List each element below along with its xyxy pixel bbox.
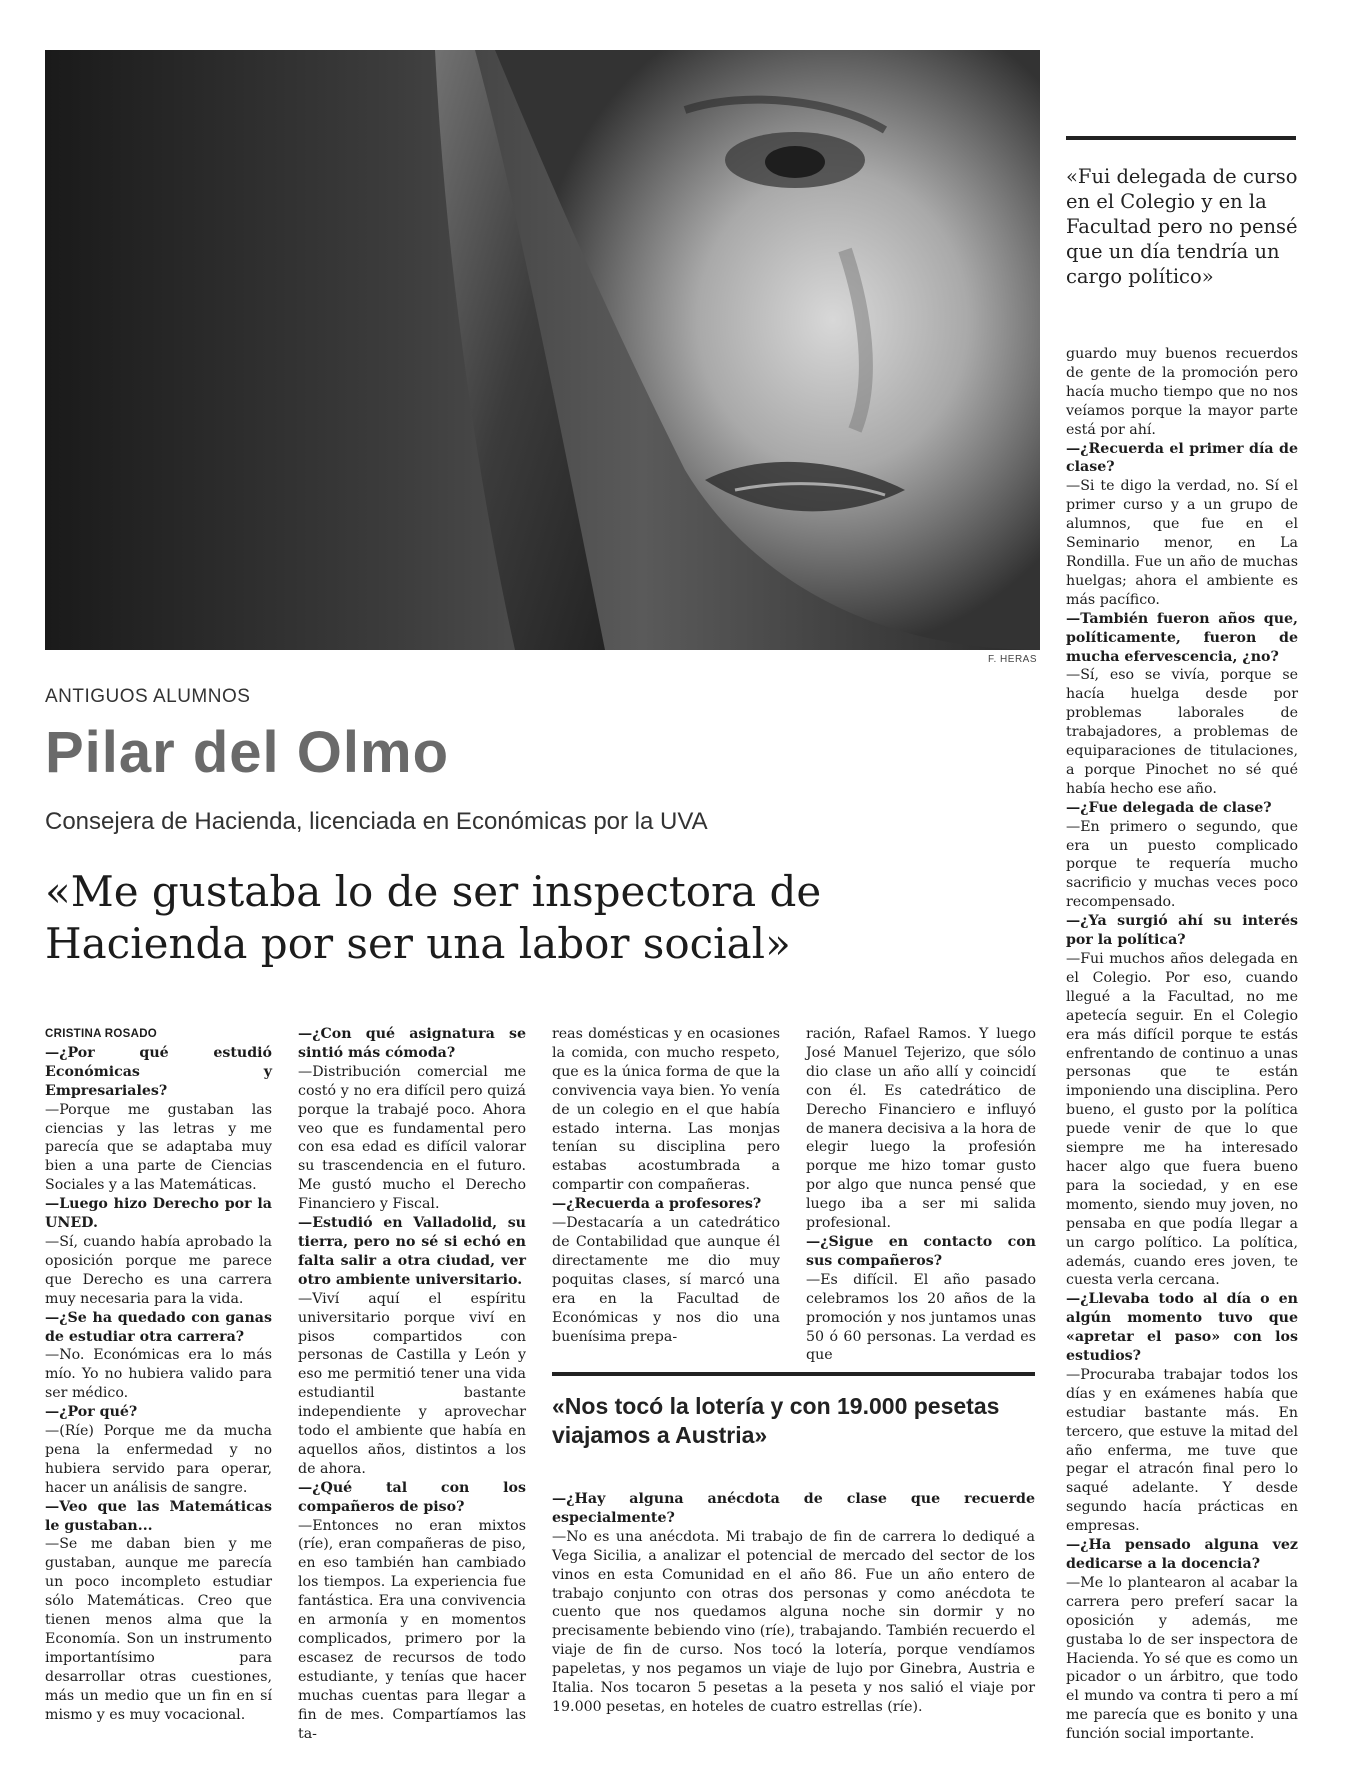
article-column-1 bbox=[45, 1025, 272, 1725]
article-column-4 bbox=[806, 1025, 1036, 1365]
interview-question: —¿Fue delegada de clase? bbox=[1066, 799, 1272, 816]
interview-answer: —En primero o segundo, que era un puesto complicado porque te requería mucho sacrificio y muchas veces poco recompensado. bbox=[1066, 818, 1298, 911]
interview-question: —¿Llevaba todo al día o en algún momento tuvo que «apretar el paso» con los estudios? bbox=[1066, 1291, 1298, 1365]
interview-question: —¿Por qué? bbox=[45, 1404, 138, 1421]
interview-question: —¿Con qué asignatura se sintió más cómoda? bbox=[298, 1026, 526, 1061]
interview-answer: —Es difícil. El año pasado celebramos los 20 años de la promoción y nos juntamos unas 50 ó 60 personas. La verdad es que bbox=[806, 1271, 1036, 1364]
interview-question: —¿Ya surgió ahí su interés por la política? bbox=[1066, 913, 1298, 949]
interview-question: —¿Qué tal con los compañeros de piso? bbox=[298, 1479, 526, 1515]
interview-question: —Estudió en Valladolid, su tierra, pero no sé si echó en falta salir a otra ciudad, ver otro ambiente universitario. bbox=[298, 1215, 526, 1288]
byline: CRISTINA ROSADO bbox=[45, 1028, 158, 1040]
interview-question: —Luego hizo Derecho por la UNED. bbox=[45, 1196, 272, 1232]
box-title: «Nos tocó la lotería y con 19.000 pesetas viajamos a Austria» bbox=[552, 1393, 1000, 1448]
interview-question: —Veo que las Matemáticas le gustaban... bbox=[45, 1498, 272, 1534]
interview-answer: —Se me daban bien y me gustaban, aunque me parecía un poco incompleto estudiar sólo Matemáticas. Creo que tienen menos alma que la Economía. Son un instrumento importantísimo para desarrollar otras cuestiones, más un medio que un fin en sí mismo y es muy vocacional. bbox=[45, 1536, 272, 1723]
column-body bbox=[552, 1025, 780, 1346]
interview-answer: —Distribución comercial me costó y no era difícil pero quizá porque la trabajé poco. Ahora veo que es fundamental pero con esa edad es difícil valorar su trascendencia en el futuro. Me gustó mucho el Derecho Financiero y Fiscal. bbox=[298, 1063, 526, 1213]
column-body bbox=[298, 1025, 526, 1743]
column-body bbox=[806, 1025, 1036, 1365]
person-name: Pilar del Olmo bbox=[45, 720, 449, 785]
interview-answer: —No es una anécdota. Mi trabajo de fin de carrera lo dediqué a Vega Sicilia, a analizar el potencial de mercado del sector de los vinos en esta Comunidad en el año 86. Fue un año entero de trabajo conjunto con otras dos personas y como anécdota te cuento que nos quedamos alguna noche sin dormir y no precisamente bebiendo vino (ríe), trabajando. También recuerdo el viaje de fin de curso. Nos tocó la lotería, porque vendíamos papeletas, y nos pegamos un viaje de lujo por Ginebra, Austria e Italia. Nos tocaron 5 pesetas a la peseta y nos salió el viaje por 19.000 pesetas, en hoteles de cuatro estrellas (ríe). bbox=[552, 1528, 1035, 1715]
box-body bbox=[552, 1490, 1035, 1717]
interview-question: —¿Ha pensado alguna vez dedicarse a la docencia? bbox=[1066, 1537, 1298, 1572]
interview-question: —¿Hay alguna anécdota de clase que recuerde especialmente? bbox=[552, 1491, 1035, 1526]
headline: «Me gustaba lo de ser inspectora de Hacienda por ser una labor social» bbox=[45, 867, 822, 968]
interview-question: —¿Recuerda a profesores? bbox=[552, 1196, 762, 1213]
article-column-3 bbox=[552, 1025, 780, 1346]
interview-question: —¿Se ha quedado con ganas de estudiar otra carrera? bbox=[45, 1309, 272, 1345]
column-body bbox=[552, 1490, 1035, 1717]
interview-answer: —Si te digo la verdad, no. Sí el primer curso y a un grupo de alumnos, que fue en el Seminario menor, en La Rondilla. Fue un año de muchas huelgas; ahora el ambiente es más pacífico. bbox=[1066, 478, 1298, 608]
interview-answer: reas domésticas y en ocasiones la comida, con mucho respeto, que es la única forma de que la convivencia vaya bien. Yo venía de un colegio en el que había estado interna. Las monjas tenían su disciplina pero estabas acostumbrada a compartir con compañeras. bbox=[552, 1026, 780, 1194]
interview-answer: —(Ríe) Porque me da mucha pena la enfermedad y no hubiera servido para operar, hacer un análisis de sangre. bbox=[45, 1423, 272, 1496]
interview-answer: —Sí, eso se vivía, porque se hacía huelga desde por problemas laborales de trabajadores, a problemas de equiparaciones de titulaciones, a porque Pinochet no sé qué había hecho ese año. bbox=[1066, 667, 1298, 797]
interview-answer: —Destacaría a un catedrático de Contabilidad que aunque él directamente me dio muy poquitas clases, sí marcó una era en la Facultad de Económicas y nos dio una buenísima prepa- bbox=[552, 1215, 780, 1345]
interview-answer: ración, Rafael Ramos. Y luego José Manuel Tejerizo, que sólo dio clase un año allí y coincidí con él. Es catedrático de Derecho Financiero e influyó de manera decisiva a la hora de elegir luego la profesión porque me hizo tomar gusto por algo que nunca pensé que luego iba a ser mi salida profesional. bbox=[806, 1026, 1036, 1232]
column-body bbox=[45, 1044, 272, 1725]
pull-quote: «Fui delegada de curso en el Colegio y en la Facultad pero no pensé que un día tendría un cargo político» bbox=[1066, 165, 1298, 288]
column-body bbox=[1066, 345, 1298, 1744]
interview-answer: —Entonces no eran mixtos (ríe), eran compañeras de piso, en eso también han cambiado los tiempos. La experiencia fue fantástica. Era una convivencia en armonía y en momentos complicados, primero por la escasez de recursos de todo estudiante, y tenías que hacer muchas cuentas para llegar a fin de mes. Compartíamos las ta- bbox=[298, 1517, 526, 1742]
interview-question: —¿Sigue en contacto con sus compañeros? bbox=[806, 1233, 1036, 1269]
interview-question: —¿Recuerda el primer día de clase? bbox=[1066, 440, 1298, 476]
portrait-photo bbox=[45, 50, 1040, 650]
portrait-illustration bbox=[45, 50, 1040, 650]
interview-answer: —Procuraba trabajar todos los días y en exámenes había que estudiar bastante más. En tercero, que estuve la mitad del año enferma, me tuve que pegar el atracón final pero lo saqué adelante. Y desde segundo hacía prácticas en empresas. bbox=[1066, 1366, 1298, 1535]
pull-quote-rule bbox=[1066, 136, 1296, 140]
interview-answer: guardo muy buenos recuerdos de gente de la promoción pero hacía mucho tiempo que no nos veíamos porque la mayor parte está por ahí. bbox=[1066, 346, 1298, 438]
interview-answer: —Sí, cuando había aprobado la oposición porque me parece que Derecho es una carrera muy necesaria para la vida. bbox=[45, 1233, 272, 1307]
interview-question: —También fueron años que, políticamente, fueron de mucha efervescencia, ¿no? bbox=[1066, 610, 1298, 665]
article-column-2 bbox=[298, 1025, 526, 1743]
interview-answer: —Viví aquí el espíritu universitario porque viví en pisos compartidos con personas de Castilla y León y eso me permitió tener una vida estudiantil bastante independiente y aprovechar todo el ambiente que había en aquellos años, distintos a los de ahora. bbox=[298, 1290, 526, 1477]
section-label: ANTIGUOS ALUMNOS bbox=[45, 686, 251, 707]
interview-answer: —Porque me gustaban las ciencias y las letras y me parecía que se adaptaba muy bien a una parte de Ciencias Sociales y a las Matemáticas. bbox=[45, 1101, 272, 1194]
box-rule bbox=[552, 1372, 1035, 1376]
interview-answer: —No. Económicas era lo más mío. Yo no hubiera valido para ser médico. bbox=[45, 1347, 272, 1402]
article-column-5 bbox=[1066, 345, 1298, 1744]
photo-credit: F. HERAS bbox=[988, 654, 1038, 665]
interview-answer: —Fui muchos años delegada en el Colegio. Por eso, cuando llegué a la Facultad, no me apetecía seguir. En el Colegio era más difícil porque te estás enfrentando de continuo a unas personas que te están imponiendo una disciplina. Pero bueno, el gusto por la política puede venir de que lo que siempre me ha interesado hacer algo que fuera bueno para la sociedad, y en ese momento, siendo muy joven, no pensaba en que podía llegar a un cargo político. La política, además, cuando eres joven, te cuesta verla cercana. bbox=[1066, 951, 1298, 1289]
subtitle: Consejera de Hacienda, licenciada en Económicas por la UVA bbox=[45, 808, 708, 835]
interview-question: —¿Por qué estudió Económicas y Empresariales? bbox=[45, 1044, 272, 1099]
interview-answer: —Me lo plantearon al acabar la carrera pero preferí sacar la oposición y además, me gustaba lo de ser inspectora de Hacienda. Yo sé que es como un picador o un árbitro, que todo el mundo va contra ti pero a mí me parecía que es bonito y una función social importante. bbox=[1066, 1574, 1298, 1743]
